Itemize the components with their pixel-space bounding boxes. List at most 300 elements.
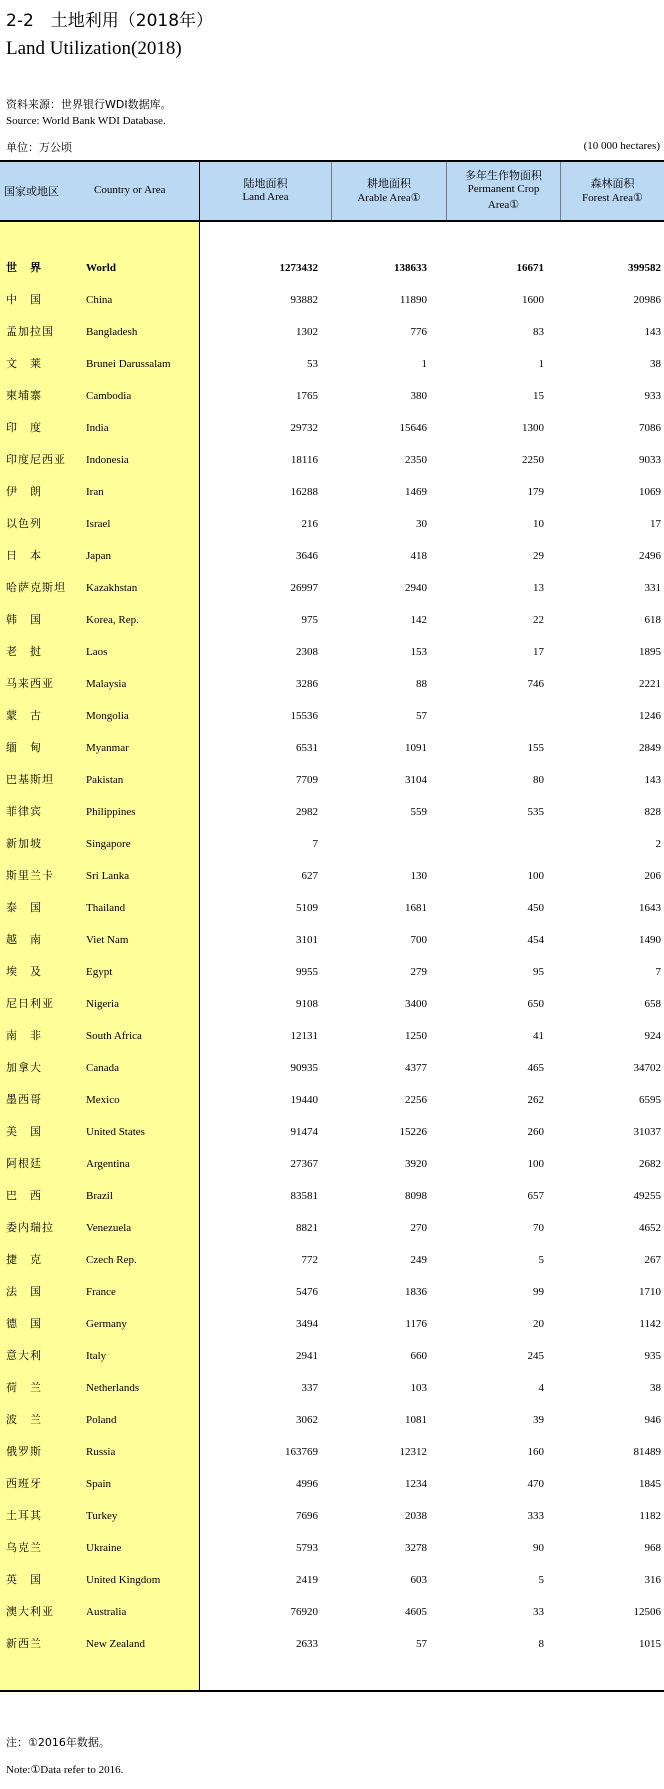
country-name-cn: 印度尼西亚 bbox=[6, 453, 66, 466]
land-area-cell: 7 bbox=[312, 838, 318, 850]
land-area-cell: 2308 bbox=[296, 646, 318, 658]
country-name-cn: 世 界 bbox=[6, 261, 42, 274]
arable-area-cell: 380 bbox=[410, 390, 427, 402]
arable-area-cell: 3278 bbox=[405, 1542, 427, 1554]
land-area-cell: 3494 bbox=[296, 1318, 318, 1330]
source-en: Source: World Bank WDI Database. bbox=[6, 115, 166, 127]
header-land-cn: 陆地面积 bbox=[243, 177, 288, 190]
permanent-crop-cell: 1600 bbox=[522, 294, 544, 306]
permanent-crop-cell: 454 bbox=[527, 934, 544, 946]
forest-area-cell: 267 bbox=[644, 1254, 661, 1266]
forest-area-cell: 2849 bbox=[639, 742, 661, 754]
table-row-total bbox=[0, 252, 664, 284]
permanent-crop-cell: 100 bbox=[527, 1158, 544, 1170]
forest-area-cell: 1710 bbox=[639, 1286, 661, 1298]
land-area-cell: 975 bbox=[301, 614, 318, 626]
country-name-cn: 尼日利亚 bbox=[6, 997, 54, 1010]
table-row bbox=[0, 796, 664, 828]
table-row bbox=[0, 284, 664, 316]
country-name-en: Poland bbox=[86, 1414, 117, 1426]
country-name-en: United States bbox=[86, 1126, 145, 1138]
table-row bbox=[0, 1244, 664, 1276]
country-name-cn: 柬埔寨 bbox=[6, 389, 42, 402]
table-row bbox=[0, 604, 664, 636]
land-area-cell: 18116 bbox=[290, 454, 318, 466]
country-name-en: Argentina bbox=[86, 1158, 130, 1170]
arable-area-cell: 57 bbox=[416, 1638, 427, 1650]
permanent-crop-cell: 83 bbox=[533, 326, 544, 338]
footnote-cn: 注：①2016年数据。 bbox=[6, 1736, 110, 1749]
country-name-en: Pakistan bbox=[86, 774, 124, 786]
forest-area-cell: 17 bbox=[650, 518, 661, 530]
permanent-crop-cell: 160 bbox=[527, 1446, 544, 1458]
permanent-crop-cell: 15 bbox=[533, 390, 544, 402]
permanent-crop-cell: 260 bbox=[527, 1126, 544, 1138]
arable-area-cell: 1836 bbox=[405, 1286, 427, 1298]
forest-area-cell: 331 bbox=[644, 582, 661, 594]
forest-area-cell: 20986 bbox=[633, 294, 661, 306]
table-row bbox=[0, 1052, 664, 1084]
table-top-rule bbox=[0, 160, 664, 162]
arable-area-cell: 30 bbox=[416, 518, 427, 530]
land-area-cell: 91474 bbox=[290, 1126, 318, 1138]
country-name-en: India bbox=[86, 422, 109, 434]
table-row bbox=[0, 444, 664, 476]
land-area-cell: 93882 bbox=[290, 294, 318, 306]
arable-area-cell: 11890 bbox=[399, 294, 427, 306]
arable-area-cell: 776 bbox=[410, 326, 427, 338]
forest-area-cell: 9033 bbox=[639, 454, 661, 466]
table-row bbox=[0, 1596, 664, 1628]
permanent-crop-cell: 16671 bbox=[516, 262, 544, 274]
table-row bbox=[0, 956, 664, 988]
country-name-en: Myanmar bbox=[86, 742, 129, 754]
permanent-crop-cell: 1 bbox=[538, 358, 544, 370]
land-area-cell: 90935 bbox=[290, 1062, 318, 1074]
unit-cn: 单位：万公顷 bbox=[6, 141, 72, 154]
land-area-cell: 3062 bbox=[296, 1414, 318, 1426]
permanent-crop-cell: 13 bbox=[533, 582, 544, 594]
land-area-cell: 627 bbox=[301, 870, 318, 882]
forest-area-cell: 1490 bbox=[639, 934, 661, 946]
header-rule bbox=[0, 220, 664, 222]
country-name-en: Italy bbox=[86, 1350, 107, 1362]
forest-area-cell: 316 bbox=[644, 1574, 661, 1586]
page-title-en: Land Utilization(2018) bbox=[6, 38, 182, 59]
country-name-en: Nigeria bbox=[86, 998, 119, 1010]
permanent-crop-cell: 39 bbox=[533, 1414, 544, 1426]
land-area-cell: 5476 bbox=[296, 1286, 318, 1298]
country-name-cn: 伊 朗 bbox=[6, 485, 42, 498]
land-area-cell: 2633 bbox=[296, 1638, 318, 1650]
forest-area-cell: 2221 bbox=[639, 678, 661, 690]
forest-area-cell: 38 bbox=[650, 1382, 661, 1394]
arable-area-cell: 15646 bbox=[399, 422, 427, 434]
country-name-cn: 墨西哥 bbox=[6, 1093, 42, 1106]
permanent-crop-cell: 262 bbox=[527, 1094, 544, 1106]
arable-area-cell: 1176 bbox=[405, 1318, 427, 1330]
forest-area-cell: 1643 bbox=[639, 902, 661, 914]
land-area-cell: 1273432 bbox=[279, 262, 318, 274]
table-row bbox=[0, 1372, 664, 1404]
arable-area-cell: 142 bbox=[410, 614, 427, 626]
country-name-en: Ukraine bbox=[86, 1542, 122, 1554]
table-row bbox=[0, 764, 664, 796]
country-name-en: Indonesia bbox=[86, 454, 129, 466]
land-area-cell: 2419 bbox=[296, 1574, 318, 1586]
land-area-cell: 3101 bbox=[296, 934, 318, 946]
arable-area-cell: 57 bbox=[416, 710, 427, 722]
country-name-en: Thailand bbox=[86, 902, 126, 914]
arable-area-cell: 2350 bbox=[405, 454, 427, 466]
arable-area-cell: 1469 bbox=[405, 486, 427, 498]
header-crop-en-1: Permanent Crop bbox=[467, 183, 540, 195]
forest-area-cell: 2496 bbox=[639, 550, 661, 562]
arable-area-cell: 130 bbox=[410, 870, 427, 882]
country-name-en: France bbox=[86, 1286, 116, 1298]
table-bottom-rule bbox=[0, 1690, 664, 1692]
country-name-cn: 哈萨克斯坦 bbox=[6, 581, 66, 594]
land-area-cell: 8821 bbox=[296, 1222, 318, 1234]
country-name-cn: 斯里兰卡 bbox=[6, 869, 54, 882]
country-name-en: Sri Lanka bbox=[86, 870, 130, 882]
arable-area-cell: 1091 bbox=[405, 742, 427, 754]
country-name-en: Laos bbox=[86, 646, 108, 658]
country-name-cn: 缅 甸 bbox=[6, 741, 42, 754]
arable-area-cell: 88 bbox=[416, 678, 427, 690]
country-name-cn: 意大利 bbox=[6, 1349, 42, 1362]
country-name-cn: 中 国 bbox=[6, 293, 42, 306]
forest-area-cell: 2 bbox=[655, 838, 661, 850]
land-area-cell: 7709 bbox=[296, 774, 318, 786]
country-name-cn: 波 兰 bbox=[6, 1413, 42, 1426]
country-name-cn: 捷 克 bbox=[6, 1253, 42, 1266]
forest-area-cell: 1069 bbox=[639, 486, 661, 498]
land-area-cell: 1302 bbox=[296, 326, 318, 338]
forest-area-cell: 7086 bbox=[639, 422, 661, 434]
land-area-cell: 9955 bbox=[296, 966, 318, 978]
permanent-crop-cell: 41 bbox=[533, 1030, 544, 1042]
country-name-cn: 印 度 bbox=[6, 421, 42, 434]
forest-area-cell: 49255 bbox=[633, 1190, 661, 1202]
permanent-crop-cell: 10 bbox=[533, 518, 544, 530]
forest-area-cell: 7 bbox=[655, 966, 661, 978]
table-row bbox=[0, 1308, 664, 1340]
country-name-en: Korea, Rep. bbox=[86, 614, 139, 626]
permanent-crop-cell: 20 bbox=[533, 1318, 544, 1330]
country-name-cn: 法 国 bbox=[6, 1285, 42, 1298]
arable-area-cell: 153 bbox=[410, 646, 427, 658]
land-area-cell: 9108 bbox=[296, 998, 318, 1010]
country-name-cn: 越 南 bbox=[6, 933, 42, 946]
country-name-cn: 南 非 bbox=[6, 1029, 42, 1042]
forest-area-cell: 968 bbox=[644, 1542, 661, 1554]
country-name-en: Brunei Darussalam bbox=[86, 358, 171, 370]
table-row bbox=[0, 1148, 664, 1180]
forest-area-cell: 946 bbox=[644, 1414, 661, 1426]
land-area-cell: 3286 bbox=[296, 678, 318, 690]
arable-area-cell: 700 bbox=[410, 934, 427, 946]
country-name-cn: 荷 兰 bbox=[6, 1381, 42, 1394]
land-area-cell: 216 bbox=[301, 518, 318, 530]
country-name-en: Mongolia bbox=[86, 710, 129, 722]
permanent-crop-cell: 470 bbox=[527, 1478, 544, 1490]
arable-area-cell: 4605 bbox=[405, 1606, 427, 1618]
land-area-cell: 12131 bbox=[290, 1030, 318, 1042]
table-row bbox=[0, 828, 664, 860]
table-row bbox=[0, 412, 664, 444]
arable-area-cell: 138633 bbox=[394, 262, 427, 274]
table-row bbox=[0, 700, 664, 732]
permanent-crop-cell: 333 bbox=[527, 1510, 544, 1522]
country-name-cn: 泰 国 bbox=[6, 901, 42, 914]
land-area-cell: 337 bbox=[301, 1382, 318, 1394]
permanent-crop-cell: 5 bbox=[538, 1254, 544, 1266]
header-arable-cn: 耕地面积 bbox=[367, 177, 411, 190]
arable-area-cell: 1081 bbox=[405, 1414, 427, 1426]
country-name-cn: 文 莱 bbox=[6, 357, 42, 370]
arable-area-cell: 12312 bbox=[399, 1446, 427, 1458]
arable-area-cell: 15226 bbox=[399, 1126, 427, 1138]
arable-area-cell: 3920 bbox=[405, 1158, 427, 1170]
country-name-cn: 西班牙 bbox=[6, 1477, 42, 1490]
land-area-cell: 26997 bbox=[290, 582, 318, 594]
permanent-crop-cell: 5 bbox=[538, 1574, 544, 1586]
permanent-crop-cell: 95 bbox=[533, 966, 544, 978]
arable-area-cell: 249 bbox=[410, 1254, 427, 1266]
land-area-cell: 5109 bbox=[296, 902, 318, 914]
arable-area-cell: 4377 bbox=[405, 1062, 427, 1074]
header-forest-cn: 森林面积 bbox=[590, 177, 635, 190]
country-name-en: United Kingdom bbox=[86, 1574, 161, 1586]
land-area-cell: 4996 bbox=[296, 1478, 318, 1490]
permanent-crop-cell: 465 bbox=[527, 1062, 544, 1074]
land-area-cell: 16288 bbox=[290, 486, 318, 498]
forest-area-cell: 399582 bbox=[628, 262, 661, 274]
country-name-en: Japan bbox=[86, 550, 112, 562]
header-forest-en: Forest Area① bbox=[582, 192, 643, 204]
country-name-cn: 菲律宾 bbox=[6, 805, 42, 818]
land-area-cell: 1765 bbox=[296, 390, 318, 402]
country-name-en: Brazil bbox=[86, 1190, 113, 1202]
table-row bbox=[0, 1436, 664, 1468]
table-row bbox=[0, 1180, 664, 1212]
country-name-en: Venezuela bbox=[86, 1222, 132, 1234]
country-name-en: China bbox=[86, 294, 113, 306]
country-name-cn: 马来西亚 bbox=[6, 677, 54, 690]
table-row bbox=[0, 1116, 664, 1148]
table-row bbox=[0, 860, 664, 892]
country-name-cn: 德 国 bbox=[6, 1317, 42, 1330]
arable-area-cell: 1250 bbox=[405, 1030, 427, 1042]
land-area-cell: 83581 bbox=[290, 1190, 318, 1202]
country-name-cn: 巴 西 bbox=[6, 1189, 42, 1202]
land-area-cell: 5793 bbox=[296, 1542, 318, 1554]
country-name-cn: 英 国 bbox=[6, 1573, 42, 1586]
country-name-cn: 新西兰 bbox=[6, 1637, 42, 1650]
country-name-en: Iran bbox=[86, 486, 104, 498]
arable-area-cell: 660 bbox=[410, 1350, 427, 1362]
forest-area-cell: 828 bbox=[644, 806, 661, 818]
country-name-cn: 乌克兰 bbox=[6, 1541, 42, 1554]
table-row bbox=[0, 348, 664, 380]
table-row bbox=[0, 540, 664, 572]
permanent-crop-cell: 4 bbox=[538, 1382, 544, 1394]
country-name-en: Canada bbox=[86, 1062, 119, 1074]
arable-area-cell: 3104 bbox=[405, 774, 427, 786]
country-name-en: Egypt bbox=[86, 966, 113, 978]
country-name-cn: 巴基斯坦 bbox=[6, 773, 54, 786]
arable-area-cell: 270 bbox=[410, 1222, 427, 1234]
arable-area-cell: 1 bbox=[421, 358, 427, 370]
forest-area-cell: 2682 bbox=[639, 1158, 661, 1170]
footnote-en: Note:①Data refer to 2016. bbox=[6, 1764, 124, 1776]
country-name-en: New Zealand bbox=[86, 1638, 145, 1650]
land-area-cell: 15536 bbox=[290, 710, 318, 722]
header-arable-en: Arable Area① bbox=[357, 192, 421, 204]
land-area-cell: 27367 bbox=[290, 1158, 318, 1170]
table-row bbox=[0, 1020, 664, 1052]
forest-area-cell: 1142 bbox=[639, 1318, 661, 1330]
permanent-crop-cell: 80 bbox=[533, 774, 544, 786]
country-name-cn: 日 本 bbox=[6, 549, 42, 562]
table-row bbox=[0, 572, 664, 604]
land-area-cell: 6531 bbox=[296, 742, 318, 754]
table-row bbox=[0, 1564, 664, 1596]
arable-area-cell: 279 bbox=[410, 966, 427, 978]
arable-area-cell: 8098 bbox=[405, 1190, 427, 1202]
country-name-en: South Africa bbox=[86, 1030, 142, 1042]
permanent-crop-cell: 2250 bbox=[522, 454, 544, 466]
forest-area-cell: 933 bbox=[644, 390, 661, 402]
country-name-en: Spain bbox=[86, 1478, 112, 1490]
country-name-en: Kazakhstan bbox=[86, 582, 138, 594]
arable-area-cell: 1234 bbox=[405, 1478, 427, 1490]
permanent-crop-cell: 33 bbox=[533, 1606, 544, 1618]
header-land-en: Land Area bbox=[242, 191, 289, 203]
forest-area-cell: 81489 bbox=[633, 1446, 661, 1458]
table-row bbox=[0, 1340, 664, 1372]
country-name-cn: 老 挝 bbox=[6, 645, 42, 658]
country-name-cn: 加拿大 bbox=[6, 1061, 42, 1074]
country-name-en: Singapore bbox=[86, 838, 131, 850]
permanent-crop-cell: 29 bbox=[533, 550, 544, 562]
table-row bbox=[0, 732, 664, 764]
land-area-cell: 19440 bbox=[290, 1094, 318, 1106]
permanent-crop-cell: 155 bbox=[527, 742, 544, 754]
table-row bbox=[0, 1276, 664, 1308]
forest-area-cell: 34702 bbox=[633, 1062, 661, 1074]
table-row bbox=[0, 1084, 664, 1116]
permanent-crop-cell: 650 bbox=[527, 998, 544, 1010]
arable-area-cell: 559 bbox=[410, 806, 427, 818]
country-name-en: Netherlands bbox=[86, 1382, 140, 1394]
land-area-cell: 53 bbox=[307, 358, 318, 370]
country-name-en: Malaysia bbox=[86, 678, 127, 690]
forest-area-cell: 38 bbox=[650, 358, 661, 370]
arable-area-cell: 3400 bbox=[405, 998, 427, 1010]
header-country-en: Country or Area bbox=[94, 184, 166, 196]
permanent-crop-cell: 657 bbox=[527, 1190, 544, 1202]
arable-area-cell: 2256 bbox=[405, 1094, 427, 1106]
forest-area-cell: 1845 bbox=[639, 1478, 661, 1490]
country-name-cn: 蒙 古 bbox=[6, 709, 42, 722]
table-row bbox=[0, 892, 664, 924]
forest-area-cell: 6595 bbox=[639, 1094, 661, 1106]
country-name-cn: 阿根廷 bbox=[6, 1157, 42, 1170]
country-name-en: Viet Nam bbox=[86, 934, 129, 946]
forest-area-cell: 1246 bbox=[639, 710, 661, 722]
country-name-cn: 埃 及 bbox=[6, 965, 42, 978]
forest-area-cell: 143 bbox=[644, 774, 661, 786]
country-name-en: Bangladesh bbox=[86, 326, 138, 338]
land-area-cell: 163769 bbox=[285, 1446, 318, 1458]
country-name-en: Turkey bbox=[86, 1510, 118, 1522]
country-name-cn: 韩 国 bbox=[6, 613, 42, 626]
table-row bbox=[0, 380, 664, 412]
forest-area-cell: 206 bbox=[644, 870, 661, 882]
header-crop-cn: 多年生作物面积 bbox=[465, 169, 542, 182]
permanent-crop-cell: 179 bbox=[527, 486, 544, 498]
table-row bbox=[0, 988, 664, 1020]
table-row bbox=[0, 668, 664, 700]
land-area-cell: 7696 bbox=[296, 1510, 318, 1522]
country-name-en: Russia bbox=[86, 1446, 116, 1458]
permanent-crop-cell: 99 bbox=[533, 1286, 544, 1298]
table-row bbox=[0, 508, 664, 540]
country-name-cn: 委内瑞拉 bbox=[6, 1221, 54, 1234]
arable-area-cell: 1681 bbox=[405, 902, 427, 914]
permanent-crop-cell: 746 bbox=[527, 678, 544, 690]
country-name-cn: 美 国 bbox=[6, 1125, 42, 1138]
forest-area-cell: 143 bbox=[644, 326, 661, 338]
table-row bbox=[0, 1404, 664, 1436]
forest-area-cell: 924 bbox=[644, 1030, 661, 1042]
table-row bbox=[0, 924, 664, 956]
table-row bbox=[0, 636, 664, 668]
header-crop-en-2: Area① bbox=[487, 199, 520, 211]
permanent-crop-cell: 535 bbox=[527, 806, 544, 818]
permanent-crop-cell: 70 bbox=[533, 1222, 544, 1234]
land-area-cell: 3646 bbox=[296, 550, 318, 562]
country-name-en: Czech Rep. bbox=[86, 1254, 137, 1266]
table-row bbox=[0, 316, 664, 348]
forest-area-cell: 658 bbox=[644, 998, 661, 1010]
header-country-cn: 国家或地区 bbox=[4, 185, 59, 198]
country-name-cn: 以色列 bbox=[6, 517, 42, 530]
forest-area-cell: 618 bbox=[644, 614, 661, 626]
country-name-en: Israel bbox=[86, 518, 111, 530]
land-area-cell: 76920 bbox=[290, 1606, 318, 1618]
country-name-en: World bbox=[86, 262, 116, 274]
table-row bbox=[0, 1212, 664, 1244]
permanent-crop-cell: 245 bbox=[527, 1350, 544, 1362]
permanent-crop-cell: 1300 bbox=[522, 422, 544, 434]
permanent-crop-cell: 8 bbox=[538, 1638, 544, 1650]
land-area-cell: 772 bbox=[301, 1254, 318, 1266]
arable-area-cell: 603 bbox=[410, 1574, 427, 1586]
permanent-crop-cell: 17 bbox=[533, 646, 544, 658]
arable-area-cell: 2940 bbox=[405, 582, 427, 594]
forest-area-cell: 1015 bbox=[639, 1638, 661, 1650]
country-name-cn: 俄罗斯 bbox=[6, 1445, 42, 1458]
forest-area-cell: 1182 bbox=[639, 1510, 661, 1522]
country-name-cn: 孟加拉国 bbox=[6, 325, 54, 338]
permanent-crop-cell: 22 bbox=[533, 614, 544, 626]
country-name-cn: 土耳其 bbox=[6, 1509, 42, 1522]
country-name-cn: 新加坡 bbox=[6, 837, 42, 850]
country-name-en: Mexico bbox=[86, 1094, 120, 1106]
